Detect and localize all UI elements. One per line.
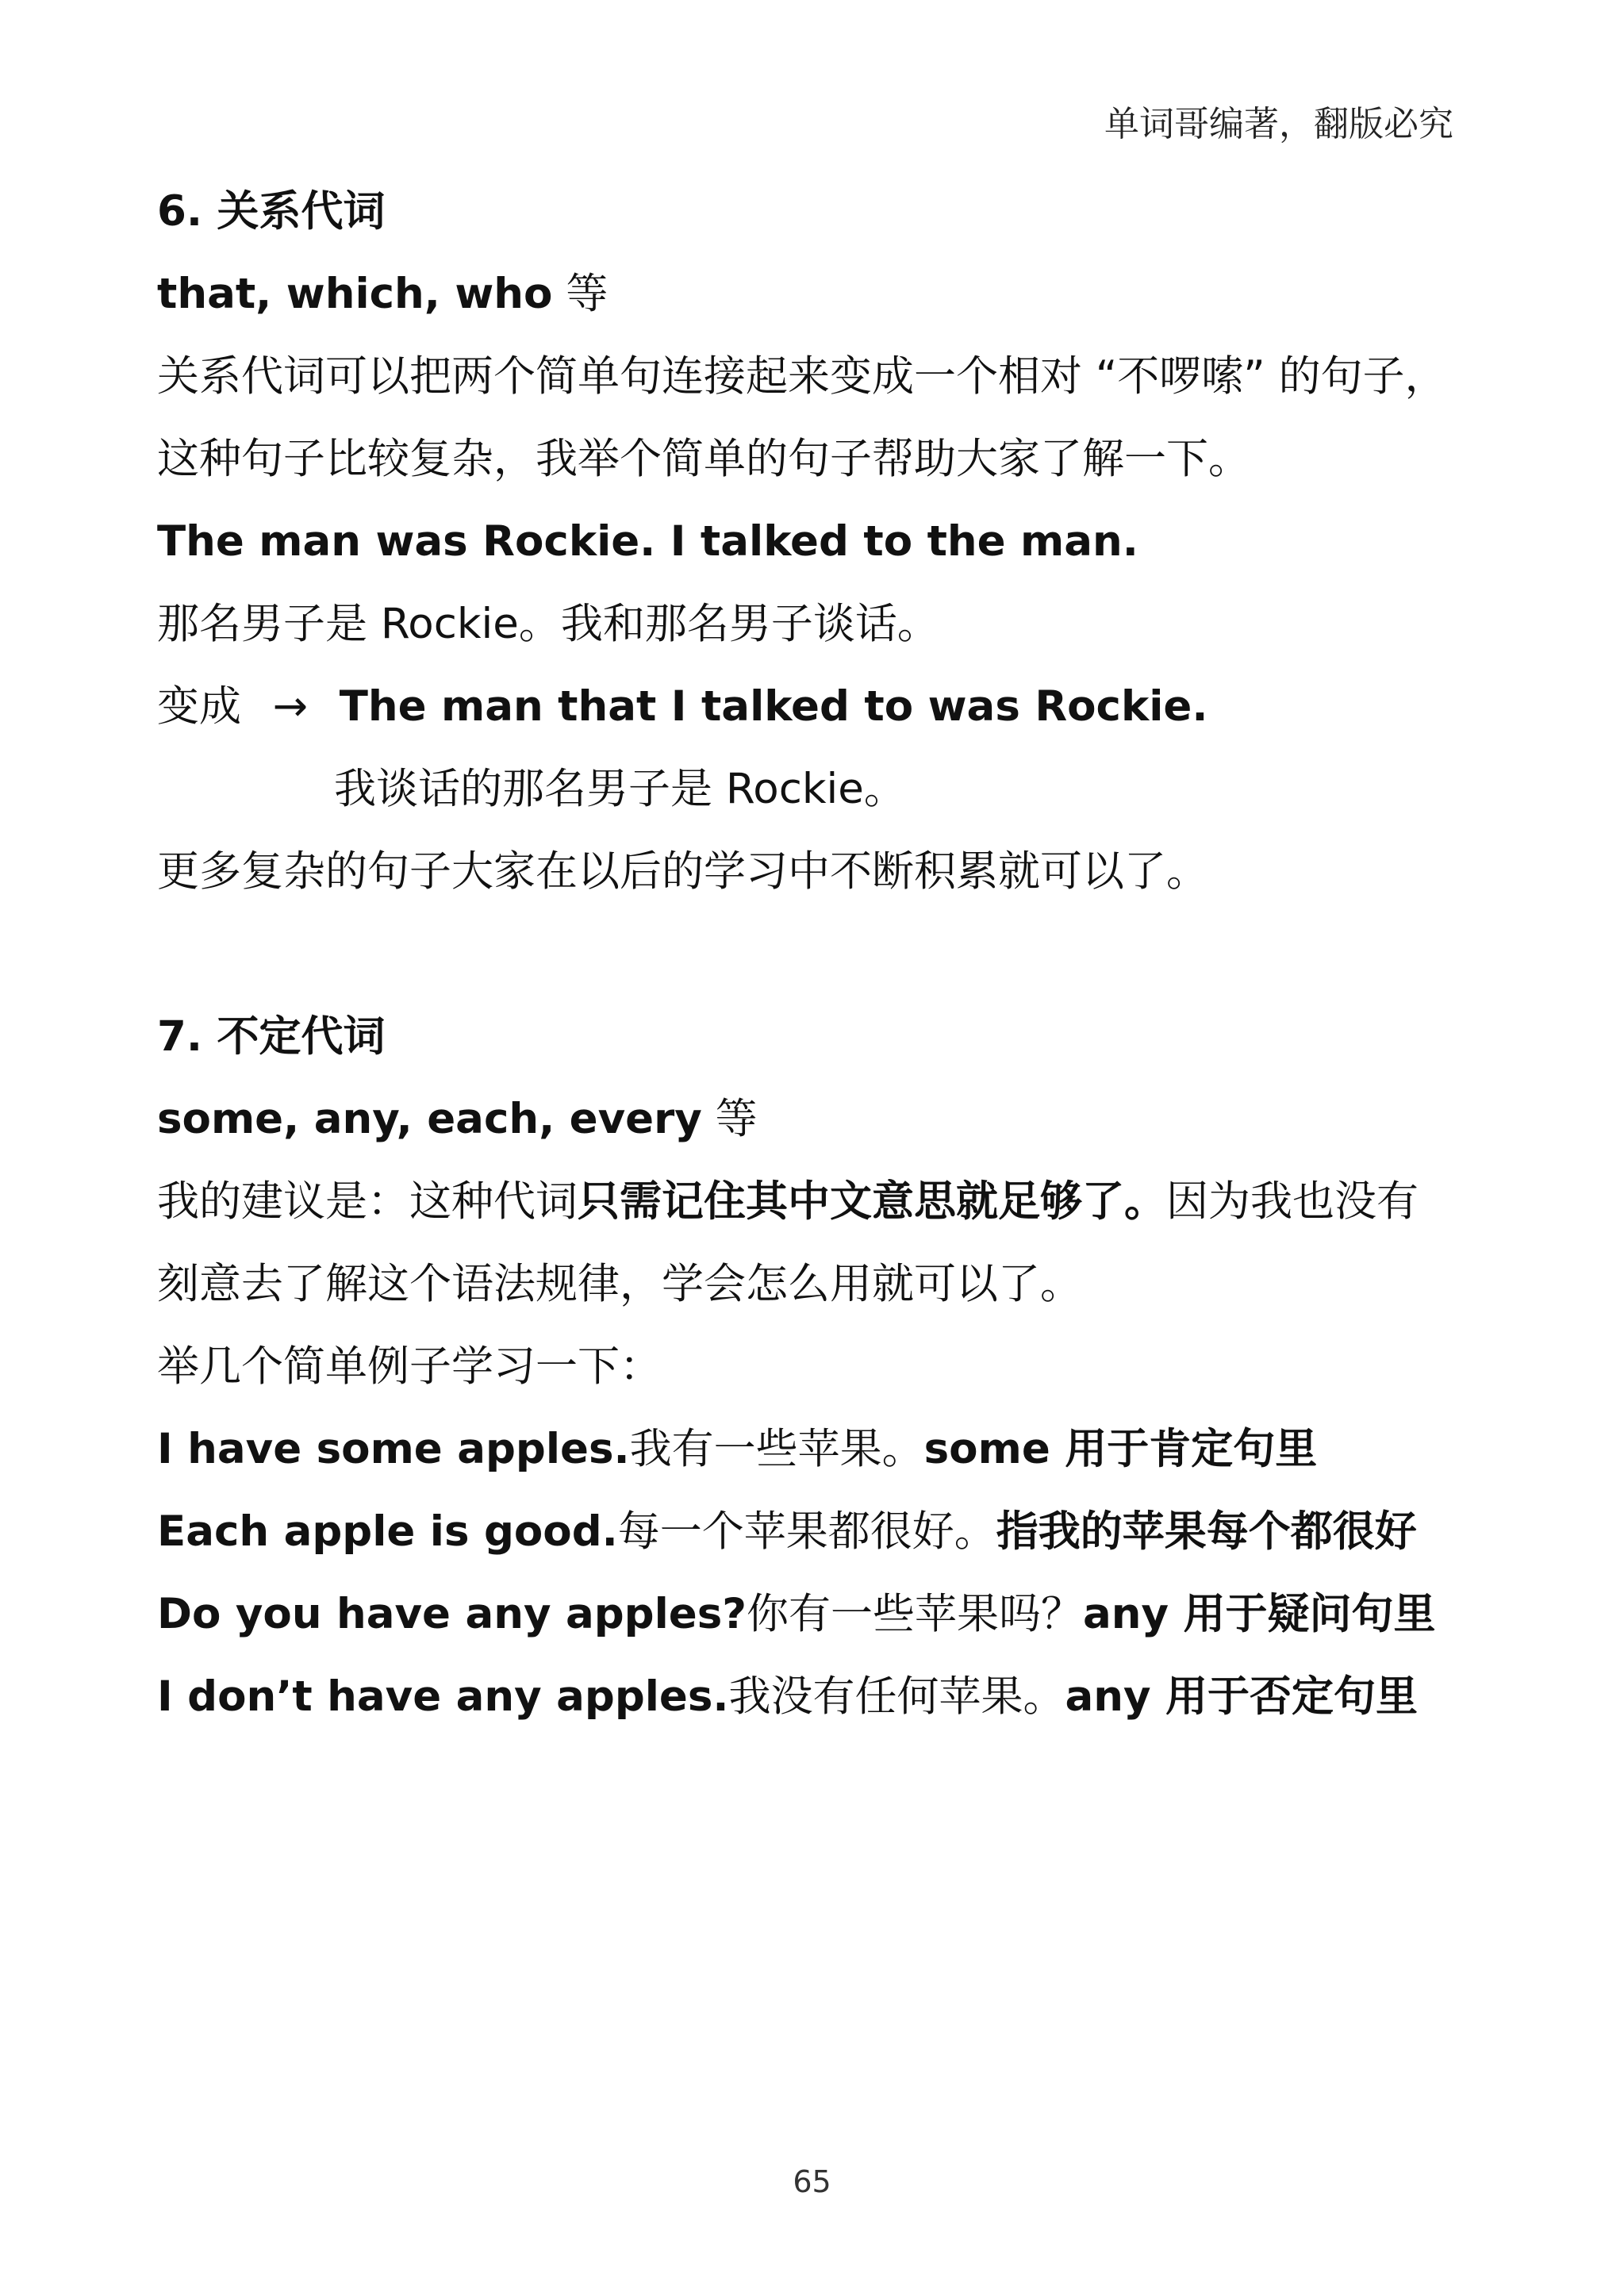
example-line — [157, 1491, 1506, 1573]
section-7-intro: 举几个简单例子学习一下： — [157, 1342, 662, 1391]
example-note: 指我的苹果每个都很好 — [996, 1507, 1417, 1556]
example-cn: 我没有任何苹果。 — [728, 1672, 1065, 1721]
section-6-example-cn: 那名男子是 Rockie。我和那名男子谈话。 — [157, 600, 939, 648]
advice-pre: 我的建议是：这种代词 — [157, 1177, 578, 1226]
example-cn: 每一个苹果都很好。 — [617, 1507, 996, 1556]
section-6-words — [157, 253, 1506, 336]
section-6-example-en: The man was Rockie. I talked to the man. — [157, 517, 1138, 566]
section-7-advice-2: 刻意去了解这个语法规律，学会怎么用就可以了。 — [157, 1260, 1082, 1308]
section-7-heading: 不定代词 — [217, 1012, 386, 1061]
section-7-advice — [157, 1161, 1506, 1243]
advice-post: 因为我也没有 — [1166, 1177, 1419, 1226]
section-7-word-list: some, any, each, every — [157, 1095, 702, 1143]
section-6-number: 6. — [157, 187, 203, 236]
section-7-word-suffix: 等 — [715, 1095, 758, 1143]
section-6-word-suffix: 等 — [566, 270, 609, 318]
page-number: 65 — [793, 2164, 831, 2199]
becomes-label: 变成 — [157, 682, 241, 731]
example-line — [157, 1573, 1506, 1656]
section-6-result-cn: 我谈话的那名男子是 Rockie。 — [334, 765, 906, 813]
example-en: Each apple is good. — [157, 1507, 618, 1556]
example-en: I don’t have any apples. — [157, 1672, 729, 1721]
section-6-desc-1: 关系代词可以把两个简单句连接起来变成一个相对 “不啰嗦” 的句子， — [157, 352, 1447, 401]
header-copyright: 单词哥编著，翻版必究 — [1104, 104, 1453, 144]
example-note: any 用于疑问句里 — [1082, 1590, 1436, 1638]
section-7-title — [157, 996, 1506, 1078]
section-7-words — [157, 1078, 1506, 1161]
right-arrow-icon: → — [272, 682, 309, 731]
section-6-desc-2: 这种句子比较复杂，我举个简单的句子帮助大家了解一下。 — [157, 435, 1250, 483]
section-6-heading: 关系代词 — [217, 187, 386, 236]
example-line — [157, 1408, 1506, 1491]
example-cn: 我有一些苹果。 — [629, 1425, 924, 1473]
section-6-title — [157, 171, 1506, 253]
example-en: I have some apples. — [157, 1425, 630, 1473]
section-spacer — [157, 913, 1506, 996]
section-6-closing: 更多复杂的句子大家在以后的学习中不断积累就可以了。 — [157, 847, 1208, 896]
example-cn: 你有一些苹果吗？ — [746, 1590, 1083, 1638]
example-line — [157, 1656, 1506, 1738]
section-6-result-en: The man that I talked to was Rockie. — [339, 682, 1208, 731]
example-note: some 用于肯定句里 — [923, 1425, 1318, 1473]
section-6-result — [157, 666, 1506, 748]
section-7-number: 7. — [157, 1012, 203, 1061]
example-note: any 用于否定句里 — [1065, 1672, 1419, 1721]
example-en: Do you have any apples? — [157, 1590, 747, 1638]
section-6-word-list: that, which, who — [157, 270, 553, 318]
page-content — [157, 171, 1506, 1738]
advice-bold: 只需记住其中文意思就足够了。 — [578, 1177, 1166, 1226]
